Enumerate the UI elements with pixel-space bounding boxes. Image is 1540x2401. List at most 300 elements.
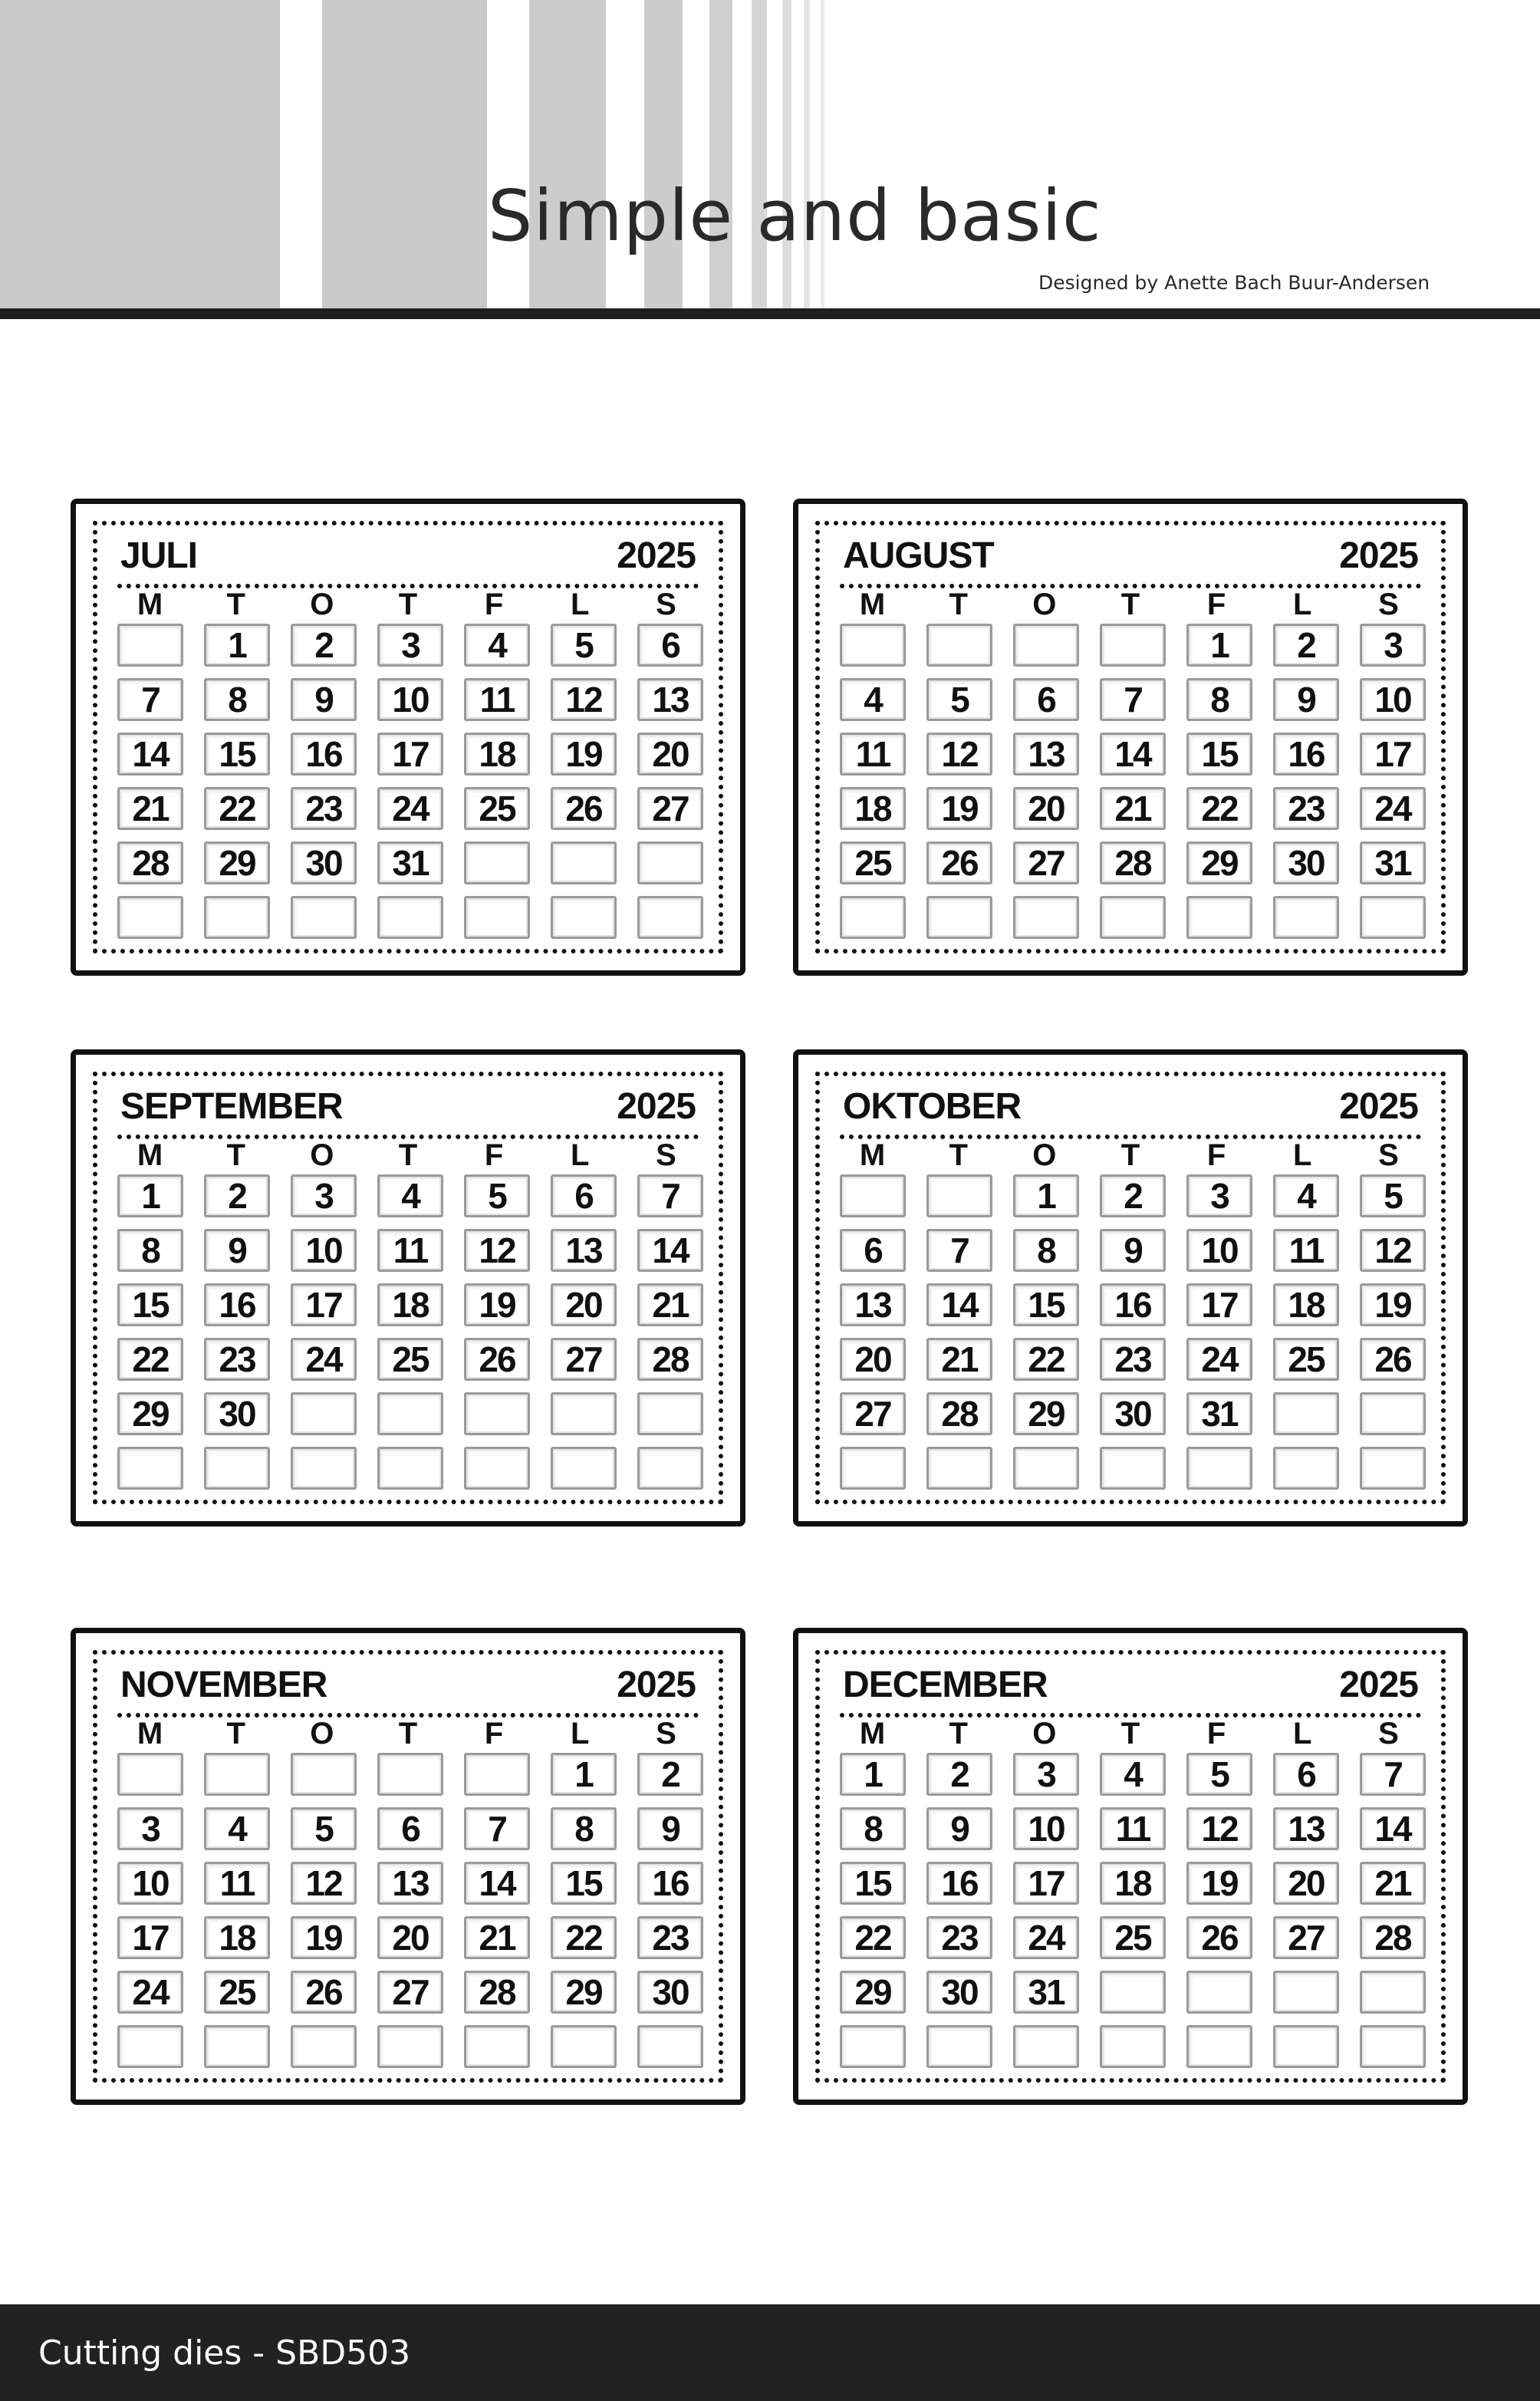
weekday-header bbox=[840, 1718, 1421, 1750]
day-cell: 31 bbox=[1360, 842, 1426, 884]
weekday-label: F bbox=[484, 1717, 504, 1751]
day-cell: 8 bbox=[551, 1807, 617, 1850]
day-cell bbox=[1100, 1447, 1166, 1490]
weekday-label: M bbox=[137, 1138, 163, 1172]
day-cell bbox=[291, 1447, 357, 1490]
weekday-label: S bbox=[1378, 1138, 1399, 1172]
day-cell: 24 bbox=[1013, 1916, 1079, 1959]
day-cell bbox=[291, 2025, 357, 2068]
day-cell: 22 bbox=[117, 1338, 183, 1381]
day-cell: 31 bbox=[1013, 1971, 1079, 2014]
day-cell bbox=[637, 2025, 703, 2068]
brand-title: Simple and basic bbox=[488, 175, 1102, 257]
day-cell: 26 bbox=[464, 1338, 530, 1381]
day-cell bbox=[637, 1392, 703, 1435]
day-cell: 4 bbox=[464, 624, 530, 667]
day-cell bbox=[1273, 1392, 1339, 1435]
day-cell: 30 bbox=[1273, 842, 1339, 884]
day-cell: 26 bbox=[926, 842, 992, 884]
day-cell: 11 bbox=[377, 1229, 443, 1272]
day-cell: 18 bbox=[464, 733, 530, 776]
weekday-label: F bbox=[484, 588, 504, 621]
days-grid bbox=[840, 1174, 1421, 1490]
day-cell: 11 bbox=[464, 678, 530, 721]
day-cell bbox=[926, 624, 992, 667]
day-cell bbox=[1360, 1447, 1426, 1490]
day-cell: 24 bbox=[377, 787, 443, 830]
day-cell bbox=[637, 896, 703, 939]
day-cell: 16 bbox=[1273, 733, 1339, 776]
day-cell: 22 bbox=[204, 787, 270, 830]
day-cell bbox=[840, 896, 906, 939]
weekday-label: L bbox=[571, 588, 590, 621]
day-cell: 15 bbox=[1186, 733, 1252, 776]
weekday-header bbox=[117, 588, 699, 621]
day-cell: 23 bbox=[1273, 787, 1339, 830]
day-cell bbox=[1186, 896, 1252, 939]
day-cell: 27 bbox=[551, 1338, 617, 1381]
day-cell: 30 bbox=[291, 842, 357, 884]
day-cell bbox=[926, 1174, 992, 1217]
day-cell bbox=[1100, 1971, 1166, 2014]
day-cell: 6 bbox=[1013, 678, 1079, 721]
day-cell: 2 bbox=[926, 1753, 992, 1796]
day-cell bbox=[1360, 896, 1426, 939]
day-cell bbox=[1273, 896, 1339, 939]
day-cell bbox=[464, 842, 530, 884]
weekday-label: L bbox=[571, 1138, 590, 1172]
calendar-dotted-frame bbox=[93, 1072, 723, 1504]
day-cell: 30 bbox=[204, 1392, 270, 1435]
day-cell: 13 bbox=[1273, 1807, 1339, 1850]
weekday-label: F bbox=[484, 1138, 504, 1172]
weekday-label: S bbox=[656, 1717, 676, 1751]
day-cell: 1 bbox=[1186, 624, 1252, 667]
day-cell: 29 bbox=[117, 1392, 183, 1435]
weekday-label: O bbox=[1032, 1138, 1057, 1172]
day-cell: 23 bbox=[926, 1916, 992, 1959]
day-cell: 19 bbox=[551, 733, 617, 776]
day-cell bbox=[1360, 1971, 1426, 2014]
weekday-label: T bbox=[949, 1138, 968, 1172]
day-cell bbox=[840, 1447, 906, 1490]
day-cell: 13 bbox=[551, 1229, 617, 1272]
weekday-label: T bbox=[226, 1138, 245, 1172]
day-cell: 14 bbox=[926, 1283, 992, 1326]
month-year: 2025 bbox=[1339, 1665, 1418, 1705]
day-cell bbox=[117, 896, 183, 939]
day-cell: 5 bbox=[464, 1174, 530, 1217]
day-cell: 13 bbox=[377, 1862, 443, 1905]
day-cell: 26 bbox=[291, 1971, 357, 2014]
day-cell: 18 bbox=[1273, 1283, 1339, 1326]
day-cell: 10 bbox=[117, 1862, 183, 1905]
day-cell bbox=[1186, 1971, 1252, 2014]
day-cell: 14 bbox=[1360, 1807, 1426, 1850]
weekday-label: F bbox=[1206, 588, 1226, 621]
day-cell bbox=[464, 896, 530, 939]
day-cell bbox=[117, 2025, 183, 2068]
month-header bbox=[843, 1085, 1418, 1128]
day-cell bbox=[117, 1447, 183, 1490]
day-cell: 7 bbox=[117, 678, 183, 721]
day-cell: 27 bbox=[377, 1971, 443, 2014]
day-cell bbox=[291, 896, 357, 939]
day-cell: 12 bbox=[551, 678, 617, 721]
day-cell: 6 bbox=[551, 1174, 617, 1217]
day-cell: 14 bbox=[637, 1229, 703, 1272]
weekday-label: M bbox=[859, 1138, 886, 1172]
weekday-label: T bbox=[949, 1717, 968, 1751]
day-cell bbox=[464, 1753, 530, 1796]
calendar-card bbox=[71, 499, 745, 976]
day-cell: 1 bbox=[117, 1174, 183, 1217]
month-name: DECEMBER bbox=[843, 1665, 1048, 1705]
day-cell: 2 bbox=[1100, 1174, 1166, 1217]
day-cell bbox=[551, 896, 617, 939]
day-cell: 21 bbox=[117, 787, 183, 830]
day-cell: 26 bbox=[1360, 1338, 1426, 1381]
day-cell: 21 bbox=[926, 1338, 992, 1381]
day-cell: 25 bbox=[204, 1971, 270, 2014]
days-grid bbox=[117, 1174, 699, 1490]
day-cell bbox=[377, 1392, 443, 1435]
page-header bbox=[0, 0, 1540, 308]
day-cell: 6 bbox=[840, 1229, 906, 1272]
day-cell bbox=[840, 2025, 906, 2068]
day-cell: 25 bbox=[377, 1338, 443, 1381]
day-cell: 30 bbox=[926, 1971, 992, 2014]
day-cell: 28 bbox=[926, 1392, 992, 1435]
day-cell: 16 bbox=[291, 733, 357, 776]
day-cell: 9 bbox=[1100, 1229, 1166, 1272]
weekday-label: T bbox=[398, 1717, 418, 1751]
day-cell: 16 bbox=[637, 1862, 703, 1905]
day-cell: 2 bbox=[1273, 624, 1339, 667]
day-cell: 8 bbox=[1013, 1229, 1079, 1272]
day-cell: 29 bbox=[840, 1971, 906, 2014]
day-cell: 22 bbox=[1186, 787, 1252, 830]
day-cell: 16 bbox=[204, 1283, 270, 1326]
month-header bbox=[120, 535, 696, 578]
day-cell: 20 bbox=[551, 1283, 617, 1326]
days-grid bbox=[117, 624, 699, 939]
day-cell: 2 bbox=[204, 1174, 270, 1217]
day-cell: 21 bbox=[1100, 787, 1166, 830]
day-cell bbox=[1360, 2025, 1426, 2068]
product-code: Cutting dies - SBD503 bbox=[38, 2333, 411, 2373]
day-cell bbox=[637, 1447, 703, 1490]
day-cell: 11 bbox=[1273, 1229, 1339, 1272]
day-cell: 3 bbox=[1186, 1174, 1252, 1217]
month-header bbox=[843, 1664, 1418, 1707]
day-cell: 4 bbox=[204, 1807, 270, 1850]
day-cell: 7 bbox=[1100, 678, 1166, 721]
calendar-card bbox=[793, 1049, 1468, 1527]
day-cell bbox=[204, 1447, 270, 1490]
day-cell: 11 bbox=[840, 733, 906, 776]
day-cell: 26 bbox=[551, 787, 617, 830]
weekday-label: M bbox=[137, 1717, 163, 1751]
day-cell: 29 bbox=[551, 1971, 617, 2014]
day-cell: 16 bbox=[926, 1862, 992, 1905]
day-cell: 18 bbox=[840, 787, 906, 830]
month-name: OKTOBER bbox=[843, 1086, 1022, 1127]
day-cell: 2 bbox=[637, 1753, 703, 1796]
weekday-label: F bbox=[1206, 1717, 1226, 1751]
day-cell: 9 bbox=[1273, 678, 1339, 721]
day-cell bbox=[551, 842, 617, 884]
day-cell: 3 bbox=[291, 1174, 357, 1217]
day-cell bbox=[204, 2025, 270, 2068]
calendar-card bbox=[71, 1628, 745, 2105]
day-cell: 18 bbox=[377, 1283, 443, 1326]
day-cell: 20 bbox=[637, 733, 703, 776]
day-cell: 27 bbox=[1013, 842, 1079, 884]
day-cell bbox=[551, 1447, 617, 1490]
day-cell: 28 bbox=[637, 1338, 703, 1381]
day-cell: 28 bbox=[1100, 842, 1166, 884]
day-cell bbox=[1360, 1392, 1426, 1435]
month-year: 2025 bbox=[617, 535, 696, 576]
day-cell: 17 bbox=[1013, 1862, 1079, 1905]
calendar-dotted-frame bbox=[815, 1650, 1446, 2083]
day-cell bbox=[840, 1174, 906, 1217]
month-name: AUGUST bbox=[843, 535, 994, 576]
day-cell: 16 bbox=[1100, 1283, 1166, 1326]
month-header bbox=[120, 1664, 696, 1707]
weekday-header bbox=[117, 1718, 699, 1750]
day-cell bbox=[291, 1392, 357, 1435]
day-cell: 19 bbox=[926, 787, 992, 830]
weekday-label: L bbox=[1293, 588, 1312, 621]
month-header bbox=[843, 535, 1418, 578]
day-cell: 20 bbox=[840, 1338, 906, 1381]
day-cell: 7 bbox=[1360, 1753, 1426, 1796]
day-cell: 10 bbox=[1186, 1229, 1252, 1272]
day-cell: 19 bbox=[291, 1916, 357, 1959]
weekday-label: M bbox=[137, 588, 163, 621]
day-cell: 5 bbox=[1360, 1174, 1426, 1217]
day-cell: 6 bbox=[637, 624, 703, 667]
day-cell bbox=[1013, 2025, 1079, 2068]
calendar-card bbox=[793, 499, 1468, 976]
calendar-dotted-frame bbox=[815, 1072, 1446, 1504]
day-cell bbox=[926, 2025, 992, 2068]
day-cell: 24 bbox=[1360, 787, 1426, 830]
month-year: 2025 bbox=[1339, 1086, 1418, 1127]
weekday-label: L bbox=[1293, 1717, 1312, 1751]
day-cell bbox=[464, 1392, 530, 1435]
day-cell: 11 bbox=[1100, 1807, 1166, 1850]
day-cell: 23 bbox=[1100, 1338, 1166, 1381]
day-cell bbox=[117, 1753, 183, 1796]
day-cell: 29 bbox=[1013, 1392, 1079, 1435]
day-cell: 1 bbox=[204, 624, 270, 667]
day-cell bbox=[464, 2025, 530, 2068]
day-cell bbox=[377, 2025, 443, 2068]
day-cell: 25 bbox=[1273, 1338, 1339, 1381]
day-cell: 3 bbox=[1360, 624, 1426, 667]
day-cell: 3 bbox=[377, 624, 443, 667]
day-cell: 17 bbox=[1360, 733, 1426, 776]
decorative-stripes bbox=[0, 0, 844, 308]
day-cell: 7 bbox=[464, 1807, 530, 1850]
month-name: SEPTEMBER bbox=[120, 1086, 343, 1127]
day-cell: 25 bbox=[840, 842, 906, 884]
day-cell: 28 bbox=[1360, 1916, 1426, 1959]
weekday-label: M bbox=[859, 588, 886, 621]
calendar-card bbox=[793, 1628, 1468, 2105]
weekday-label: L bbox=[1293, 1138, 1312, 1172]
day-cell: 23 bbox=[637, 1916, 703, 1959]
day-cell: 9 bbox=[291, 678, 357, 721]
day-cell: 12 bbox=[1186, 1807, 1252, 1850]
day-cell: 6 bbox=[377, 1807, 443, 1850]
day-cell bbox=[1273, 2025, 1339, 2068]
day-cell bbox=[1273, 1447, 1339, 1490]
day-cell: 14 bbox=[464, 1862, 530, 1905]
day-cell: 9 bbox=[204, 1229, 270, 1272]
day-cell: 24 bbox=[117, 1971, 183, 2014]
days-grid bbox=[840, 624, 1421, 939]
day-cell bbox=[840, 624, 906, 667]
day-cell bbox=[117, 624, 183, 667]
day-cell bbox=[204, 1753, 270, 1796]
day-cell: 2 bbox=[291, 624, 357, 667]
days-grid bbox=[840, 1753, 1421, 2068]
day-cell: 1 bbox=[1013, 1174, 1079, 1217]
calendar-dotted-frame bbox=[815, 521, 1446, 953]
day-cell bbox=[1100, 2025, 1166, 2068]
day-cell: 9 bbox=[926, 1807, 992, 1850]
weekday-header bbox=[840, 1139, 1421, 1171]
day-cell: 14 bbox=[1100, 733, 1166, 776]
day-cell: 25 bbox=[1100, 1916, 1166, 1959]
day-cell: 18 bbox=[204, 1916, 270, 1959]
day-cell: 8 bbox=[1186, 678, 1252, 721]
day-cell bbox=[377, 1753, 443, 1796]
day-cell bbox=[1186, 1447, 1252, 1490]
day-cell: 31 bbox=[377, 842, 443, 884]
day-cell: 12 bbox=[464, 1229, 530, 1272]
day-cell bbox=[637, 842, 703, 884]
day-cell bbox=[1013, 624, 1079, 667]
day-cell: 5 bbox=[1186, 1753, 1252, 1796]
day-cell: 17 bbox=[1186, 1283, 1252, 1326]
weekday-label: T bbox=[398, 1138, 418, 1172]
day-cell: 30 bbox=[637, 1971, 703, 2014]
month-header bbox=[120, 1085, 696, 1128]
day-cell: 21 bbox=[464, 1916, 530, 1959]
day-cell: 8 bbox=[840, 1807, 906, 1850]
day-cell: 12 bbox=[291, 1862, 357, 1905]
day-cell bbox=[1013, 1447, 1079, 1490]
day-cell: 10 bbox=[1360, 678, 1426, 721]
day-cell: 1 bbox=[551, 1753, 617, 1796]
day-cell: 20 bbox=[1013, 787, 1079, 830]
weekday-label: S bbox=[656, 588, 676, 621]
day-cell: 15 bbox=[204, 733, 270, 776]
weekday-label: O bbox=[1032, 1717, 1057, 1751]
day-cell: 3 bbox=[117, 1807, 183, 1850]
day-cell: 15 bbox=[1013, 1283, 1079, 1326]
day-cell: 25 bbox=[464, 787, 530, 830]
day-cell: 5 bbox=[551, 624, 617, 667]
day-cell: 23 bbox=[291, 787, 357, 830]
day-cell bbox=[926, 1447, 992, 1490]
calendar-dotted-frame bbox=[93, 1650, 723, 2083]
day-cell: 27 bbox=[1273, 1916, 1339, 1959]
month-year: 2025 bbox=[617, 1665, 696, 1705]
day-cell: 22 bbox=[840, 1916, 906, 1959]
weekday-label: T bbox=[398, 588, 418, 621]
day-cell: 1 bbox=[840, 1753, 906, 1796]
day-cell: 29 bbox=[1186, 842, 1252, 884]
day-cell bbox=[551, 1392, 617, 1435]
weekday-label: T bbox=[226, 588, 245, 621]
designer-credit: Designed by Anette Bach Buur-Andersen bbox=[1038, 272, 1430, 294]
day-cell: 4 bbox=[377, 1174, 443, 1217]
day-cell bbox=[1273, 1971, 1339, 2014]
day-cell: 20 bbox=[377, 1916, 443, 1959]
weekday-label: S bbox=[656, 1138, 676, 1172]
calendar-card bbox=[71, 1049, 745, 1527]
day-cell: 13 bbox=[637, 678, 703, 721]
weekday-label: T bbox=[1120, 588, 1140, 621]
month-name: NOVEMBER bbox=[120, 1665, 327, 1705]
day-cell: 8 bbox=[204, 678, 270, 721]
days-grid bbox=[117, 1753, 699, 2068]
day-cell: 19 bbox=[1186, 1862, 1252, 1905]
day-cell: 24 bbox=[1186, 1338, 1252, 1381]
weekday-label: T bbox=[949, 588, 968, 621]
month-year: 2025 bbox=[1339, 535, 1418, 576]
day-cell: 29 bbox=[204, 842, 270, 884]
day-cell: 14 bbox=[117, 733, 183, 776]
day-cell bbox=[551, 2025, 617, 2068]
day-cell: 19 bbox=[464, 1283, 530, 1326]
day-cell: 15 bbox=[117, 1283, 183, 1326]
day-cell: 7 bbox=[926, 1229, 992, 1272]
weekday-label: S bbox=[1378, 588, 1399, 621]
day-cell: 24 bbox=[291, 1338, 357, 1381]
day-cell: 4 bbox=[1273, 1174, 1339, 1217]
day-cell: 13 bbox=[1013, 733, 1079, 776]
day-cell: 15 bbox=[551, 1862, 617, 1905]
month-year: 2025 bbox=[617, 1086, 696, 1127]
day-cell bbox=[1186, 2025, 1252, 2068]
day-cell: 28 bbox=[117, 842, 183, 884]
weekday-label: L bbox=[571, 1717, 590, 1751]
weekday-label: O bbox=[310, 588, 334, 621]
day-cell: 20 bbox=[1273, 1862, 1339, 1905]
weekday-header bbox=[117, 1139, 699, 1171]
day-cell: 17 bbox=[291, 1283, 357, 1326]
day-cell: 10 bbox=[1013, 1807, 1079, 1850]
day-cell: 8 bbox=[117, 1229, 183, 1272]
day-cell: 21 bbox=[637, 1283, 703, 1326]
day-cell: 13 bbox=[840, 1283, 906, 1326]
day-cell bbox=[204, 896, 270, 939]
day-cell: 23 bbox=[204, 1338, 270, 1381]
day-cell bbox=[926, 896, 992, 939]
day-cell: 17 bbox=[117, 1916, 183, 1959]
header-divider bbox=[0, 308, 1540, 319]
weekday-label: F bbox=[1206, 1138, 1226, 1172]
weekday-label: T bbox=[1120, 1138, 1140, 1172]
page-footer bbox=[0, 2304, 1540, 2401]
